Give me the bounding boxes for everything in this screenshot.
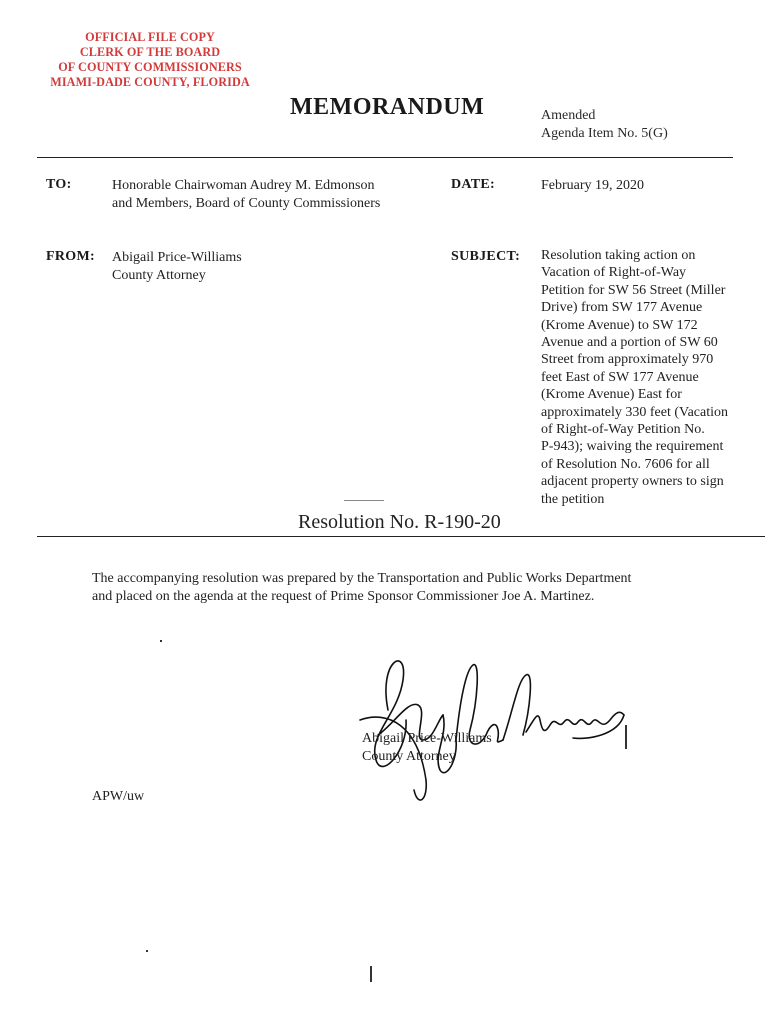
subject-line: the petition bbox=[541, 491, 605, 507]
scan-artifact bbox=[344, 500, 384, 501]
subject-line: approximately 330 feet (Vacation bbox=[541, 404, 728, 420]
from-sender bbox=[112, 249, 242, 285]
signer-title: County Attorney bbox=[362, 749, 456, 764]
memo-body bbox=[92, 570, 692, 605]
resolution-divider bbox=[37, 536, 765, 537]
body-line: The accompanying resolution was prepared by the Transportation and Public Works Department bbox=[92, 571, 632, 586]
signature-block bbox=[362, 730, 492, 766]
subject-line: (Krome Avenue) to SW 172 bbox=[541, 317, 698, 333]
typist-initials: APW/uw bbox=[92, 789, 145, 804]
amended-label: Amended bbox=[541, 108, 596, 123]
subject-line: Avenue and a portion of SW 60 bbox=[541, 335, 718, 351]
agenda-item-number: Agenda Item No. 5(G) bbox=[541, 126, 668, 141]
scan-artifact bbox=[160, 640, 162, 642]
subject-line: adjacent property owners to sign bbox=[541, 474, 724, 490]
stamp-line: OF COUNTY COMMISSIONERS bbox=[58, 60, 242, 74]
subject-line: Vacation of Right-of-Way bbox=[541, 265, 687, 281]
memo-title: MEMORANDUM bbox=[290, 94, 485, 120]
signer-name: Abigail Price-Williams bbox=[362, 731, 492, 746]
subject-line: Drive) from SW 177 Avenue bbox=[541, 300, 703, 316]
clerk-stamp bbox=[34, 30, 266, 90]
header-divider bbox=[37, 157, 733, 158]
signature-image bbox=[348, 640, 638, 810]
resolution-number: Resolution No. R-190-20 bbox=[298, 511, 501, 533]
subject-line: of Resolution No. 7606 for all bbox=[541, 456, 710, 472]
stamp-line: OFFICIAL FILE COPY bbox=[85, 30, 215, 44]
to-line: Honorable Chairwoman Audrey M. Edmonson bbox=[112, 178, 375, 193]
subject-line: Resolution taking action on bbox=[541, 248, 696, 263]
scan-artifact bbox=[370, 966, 372, 982]
to-label: TO: bbox=[46, 177, 72, 192]
subject-text bbox=[541, 247, 751, 508]
stamp-line: MIAMI-DADE COUNTY, FLORIDA bbox=[50, 75, 250, 89]
from-line: County Attorney bbox=[112, 268, 206, 283]
subject-line: Street from approximately 970 bbox=[541, 352, 714, 368]
body-line: and placed on the agenda at the request of Prime Sponsor Commissioner Joe A. Martinez. bbox=[92, 588, 595, 604]
subject-line: (Krome Avenue) East for bbox=[541, 387, 682, 403]
stamp-line: CLERK OF THE BOARD bbox=[79, 45, 221, 59]
subject-line: P-943); waiving the requirement bbox=[541, 439, 724, 455]
to-recipients bbox=[112, 177, 380, 213]
agenda-info bbox=[541, 107, 668, 143]
to-line: and Members, Board of County Commissioners bbox=[112, 196, 381, 211]
subject-line: Petition for SW 56 Street (Miller bbox=[541, 282, 726, 298]
subject-line: of Right-of-Way Petition No. bbox=[541, 422, 705, 438]
date-value: February 19, 2020 bbox=[541, 178, 645, 193]
scan-artifact bbox=[146, 950, 148, 952]
signature-mark bbox=[625, 725, 627, 749]
from-label: FROM: bbox=[46, 249, 95, 264]
subject-label: SUBJECT: bbox=[451, 249, 521, 264]
date-label: DATE: bbox=[451, 177, 496, 192]
subject-line: feet East of SW 177 Avenue bbox=[541, 369, 699, 385]
from-line: Abigail Price-Williams bbox=[112, 250, 242, 265]
